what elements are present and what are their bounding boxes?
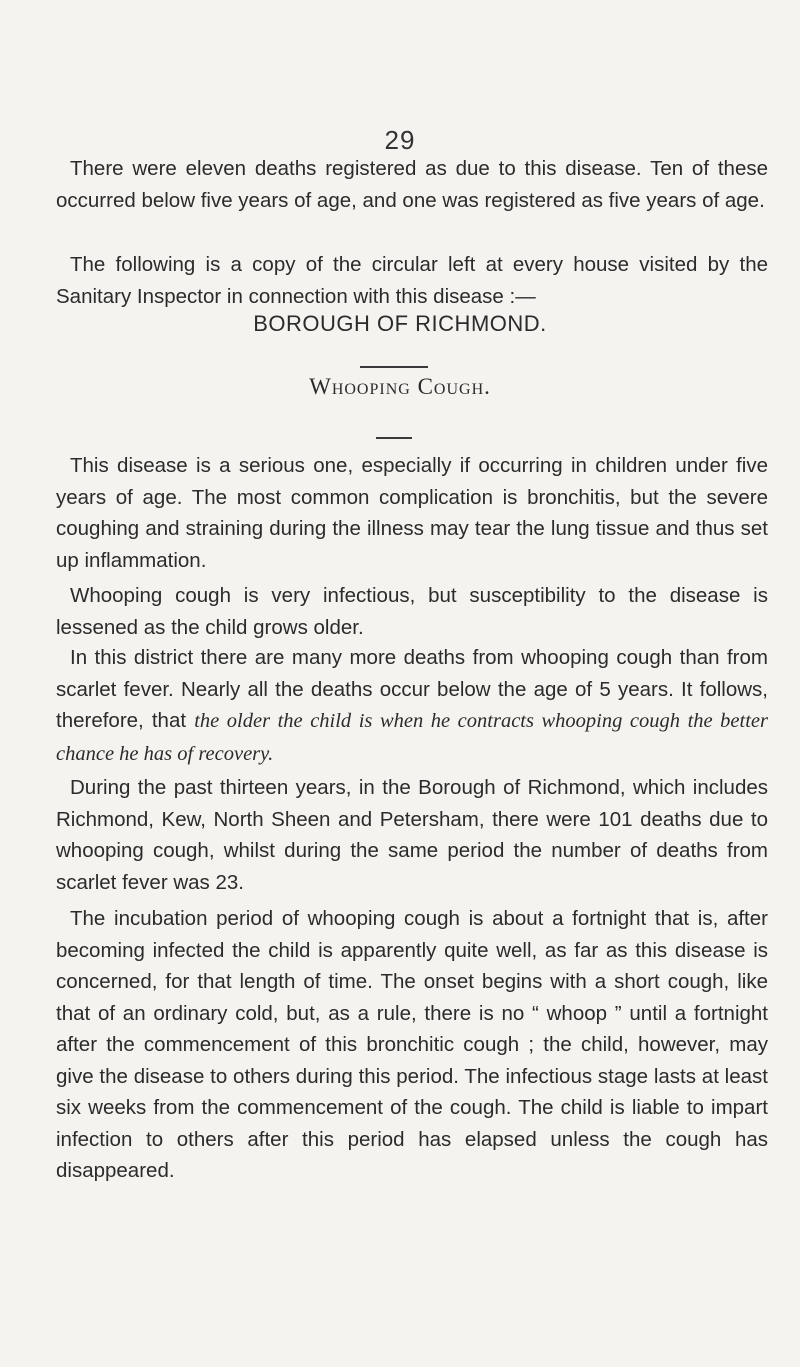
circular-title: BOROUGH OF RICHMOND. xyxy=(253,311,547,336)
paragraph-deaths-registered xyxy=(56,153,768,216)
paragraph-text xyxy=(56,642,768,770)
paragraph-text: There were eleven deaths registered as due to this disease. Ten of these occurred below five years of age, and one was registered as five years of age. xyxy=(56,157,768,212)
paragraph-serious-disease xyxy=(56,450,768,576)
paragraph-text: During the past thirteen years, in the Borough of Richmond, which includes Richmond, Kew, North Sheen and Petersham, there were 101 deaths due to whooping cough, whilst during the same period the number of deaths from scarlet fever was 23. xyxy=(56,776,768,894)
page-number: 29 xyxy=(384,125,416,155)
paragraph-text: Whooping cough is very infectious, but susceptibility to the disease is lessened as the child grows older. xyxy=(56,584,768,639)
paragraph-district-deaths xyxy=(56,642,768,770)
divider-rule xyxy=(376,437,412,439)
divider-rule xyxy=(360,366,428,368)
paragraph-text: This disease is a serious one, especially if occurring in children under five years of age. The most common complication is bronchitis, but the severe coughing and straining during the illness may tear the lung tissue and thus set up inflammation. xyxy=(56,454,768,572)
paragraph-infectious xyxy=(56,580,768,643)
paragraph-text: The following is a copy of the circular left at every house visited by the Sanitary Inspector in connection with this disease :— xyxy=(56,253,768,308)
circular-subtitle: Whooping Cough. xyxy=(309,374,491,399)
paragraph-circular-intro xyxy=(56,249,768,312)
paragraph-text-italic: the older the child is when he contracts whooping cough the better chance he has of recovery. xyxy=(56,710,768,765)
paragraph-incubation xyxy=(56,903,768,1187)
paragraph-text: The incubation period of whooping cough is about a fortnight that is, after becoming infected the child is apparently quite well, as far as this disease is concerned, for that length of time. The onset begins with a short cough, like that of an ordinary cold, but, as a rule, there is no “ whoop ” until a fortnight after the commencement of this bronchitic cough ; the child, however, may give the disease to others during this period. The infectious stage lasts at least six weeks from the commencement of the cough. The child is liable to impart infection to others after this period has elapsed unless the cough has disappeared. xyxy=(56,907,768,1182)
paragraph-thirteen-years xyxy=(56,772,768,898)
paragraph-text-start: In this district there are many more deaths from whooping cough than from scarlet fever. Nearly all the deaths occur below the age of 5 years. It follows, therefore, that xyxy=(56,646,768,732)
